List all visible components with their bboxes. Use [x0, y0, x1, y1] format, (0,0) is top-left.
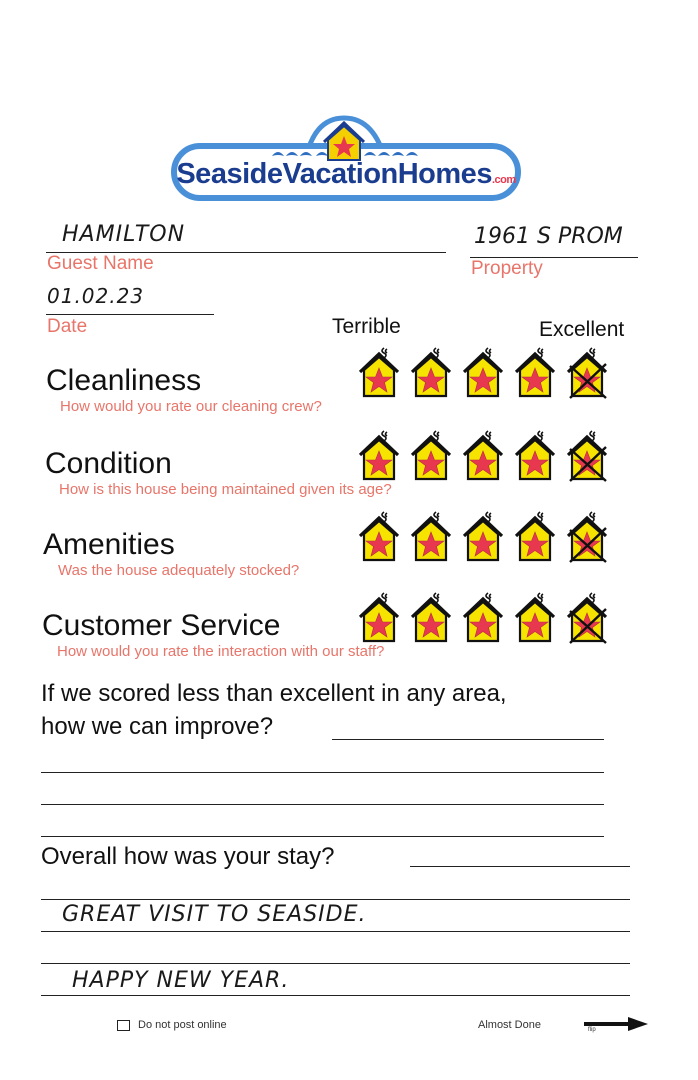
rating-category-1: Cleanliness	[46, 364, 202, 397]
rating-house-selected-icon[interactable]	[562, 510, 612, 564]
almost-done-label: Almost Done	[478, 1019, 541, 1031]
date-label: Date	[47, 316, 88, 337]
rating-house-icon[interactable]	[406, 346, 456, 400]
overall-line-5[interactable]	[41, 995, 630, 996]
rating-house-icon[interactable]	[406, 591, 456, 645]
rating-house-selected-icon[interactable]	[562, 591, 612, 645]
rating-house-icon[interactable]	[510, 591, 560, 645]
rating-house-icon[interactable]	[458, 346, 508, 400]
rating-houses-4	[354, 591, 612, 645]
rating-house-icon[interactable]	[458, 591, 508, 645]
rating-houses-1	[354, 346, 612, 400]
guest-name-label: Guest Name	[47, 253, 154, 274]
rating-question-2: How is this house being maintained given its age?	[59, 481, 392, 498]
improve-line-3[interactable]	[41, 804, 604, 805]
overall-line-4[interactable]	[41, 963, 630, 964]
scale-low-label: Terrible	[332, 315, 401, 338]
rating-house-icon[interactable]	[406, 510, 456, 564]
rating-question-4: How would you rate the interaction with our staff?	[57, 643, 385, 660]
rating-house-icon[interactable]	[510, 346, 560, 400]
rating-house-icon[interactable]	[354, 510, 404, 564]
date-value: 01.02.23	[47, 284, 145, 308]
improve-question-line1: If we scored less than excellent in any area,	[41, 680, 507, 707]
rating-houses-3	[354, 510, 612, 564]
rating-category-3: Amenities	[43, 528, 175, 561]
improve-line-1[interactable]	[332, 739, 604, 740]
improve-line-4[interactable]	[41, 836, 604, 837]
arrow-right-icon[interactable]	[584, 1017, 648, 1031]
do-not-post-label: Do not post online	[138, 1019, 227, 1031]
rating-houses-2	[354, 429, 612, 483]
property-label: Property	[471, 258, 543, 279]
property-value: 1961 S PROM	[474, 224, 623, 249]
rating-category-2: Condition	[45, 447, 172, 480]
scale-high-label: Excellent	[539, 318, 625, 341]
flip-label: flip	[588, 1027, 596, 1033]
improve-question-line2: how we can improve?	[41, 713, 274, 740]
rating-house-icon[interactable]	[458, 429, 508, 483]
overall-line-2[interactable]	[41, 899, 630, 900]
overall-answer-line2: HAPPY NEW YEAR.	[72, 968, 290, 993]
improve-line-2[interactable]	[41, 772, 604, 773]
logo-brand-suffix: .com	[491, 174, 516, 186]
rating-house-icon[interactable]	[354, 346, 404, 400]
rating-house-icon[interactable]	[406, 429, 456, 483]
overall-line-3[interactable]	[41, 931, 630, 932]
overall-question: Overall how was your stay?	[41, 843, 335, 870]
rating-house-icon[interactable]	[354, 429, 404, 483]
do-not-post-checkbox[interactable]	[117, 1020, 130, 1031]
rating-house-icon[interactable]	[458, 510, 508, 564]
rating-question-1: How would you rate our cleaning crew?	[60, 398, 322, 415]
guest-name-value: HAMILTON	[62, 222, 186, 247]
rating-house-icon[interactable]	[510, 429, 560, 483]
overall-answer-line1: GREAT VISIT TO SEASIDE.	[62, 902, 367, 927]
rating-category-4: Customer Service	[42, 609, 281, 642]
rating-house-selected-icon[interactable]	[562, 429, 612, 483]
rating-house-selected-icon[interactable]	[562, 346, 612, 400]
logo-brand-text: SeasideVacationHomes	[176, 158, 492, 190]
date-line	[46, 314, 214, 315]
logo	[168, 110, 524, 202]
overall-line-1[interactable]	[410, 866, 630, 867]
rating-question-3: Was the house adequately stocked?	[58, 562, 300, 579]
rating-house-icon[interactable]	[354, 591, 404, 645]
rating-house-icon[interactable]	[510, 510, 560, 564]
